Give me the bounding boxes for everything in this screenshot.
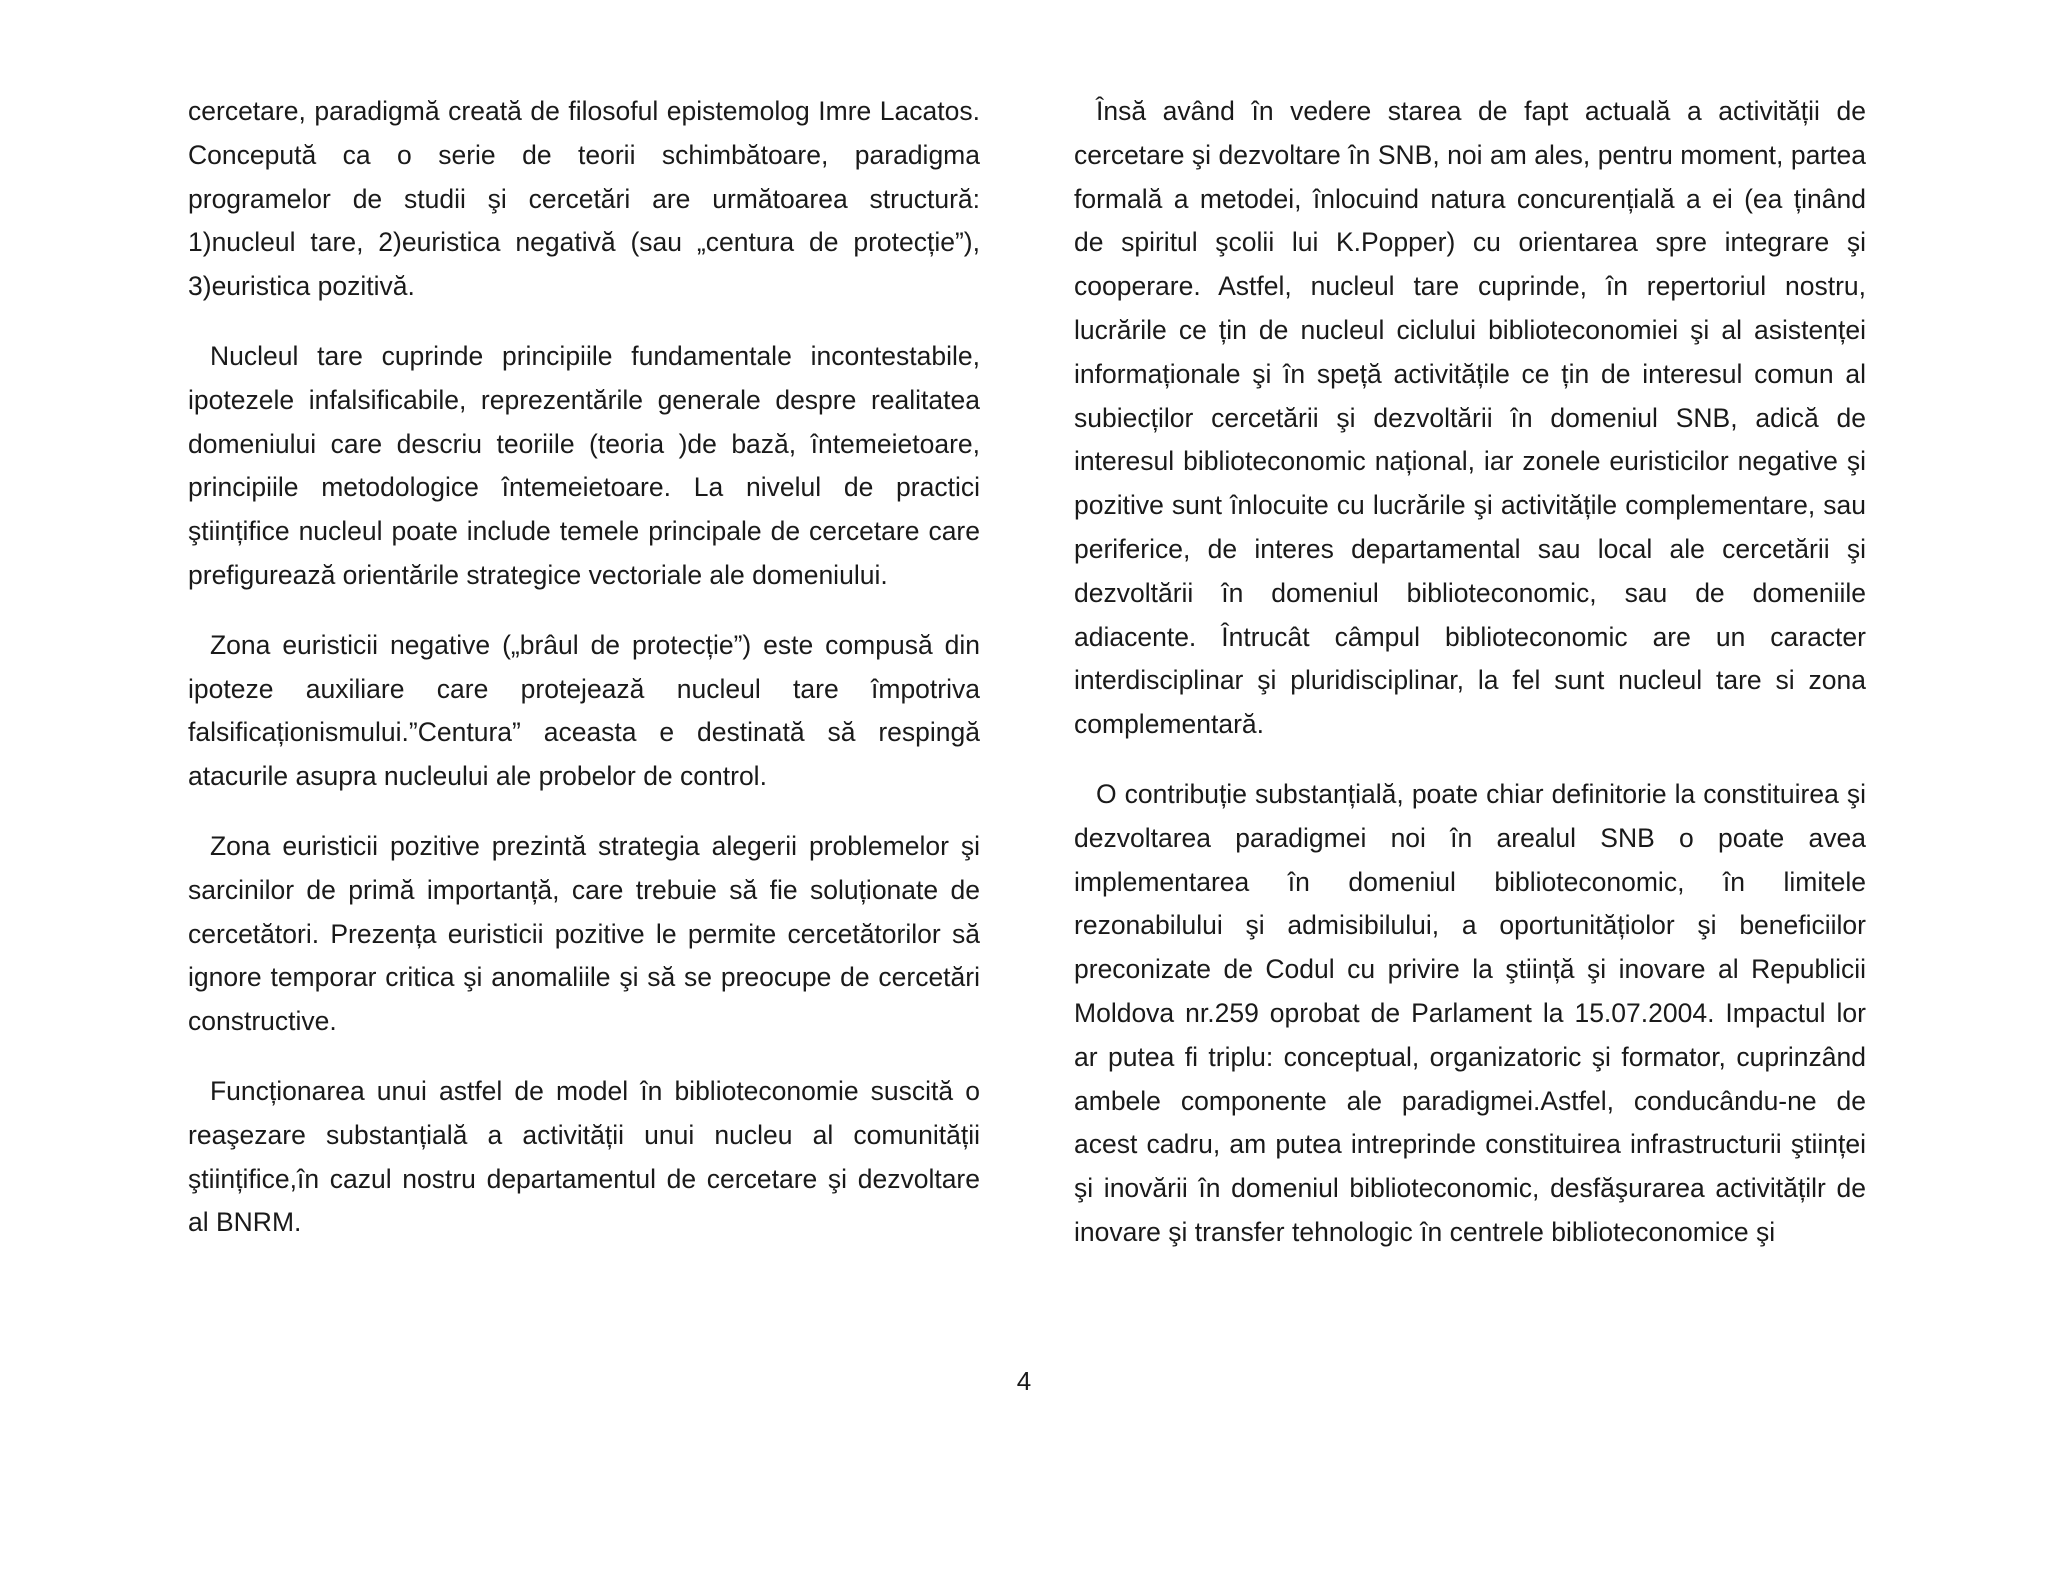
paragraph-positive-heuristic: Zona euristicii pozitive prezintă strategia alegerii problemelor şi sarcinilor de primă importanță, care trebuie să fie soluționate de cercetători. Prezența euristicii pozitive le permite cercetătorilor să ignore temporar critica şi anomaliile şi să se preocupe de cercetări constructive.: [188, 830, 980, 1037]
right-text-column: [1074, 90, 1866, 1281]
paragraph-hard-core: Nucleul tare cuprinde principiile fundamentale incontestabile, ipotezele infalsificabile, reprezentările generale despre realitatea domeniului care descriu teoriile (teoria )de bază, întemeietoare, principiile metodologice întemeietoare. La nivelul de practici ştiințifice nucleul poate include temele principale de cercetare care prefigurează orientările strategice vectoriale ale domeniului.: [188, 340, 980, 590]
paragraph-negative-heuristic: Zona euristicii negative („brâul de protecție”) este compusă din ipoteze auxiliare care protejează nucleul tare împotriva falsificaționismului.”Centura” aceasta e destinată să respingă atacurile asupra nucleului ale probelor de control.: [188, 629, 980, 792]
paragraph-lakatos-paradigm: cercetare, paradigmă creată de filosoful epistemolog Imre Lacatos. Concepută ca o serie de teorii schimbătoare, paradigma programelor de studii şi cercetări are următoarea structură: 1)nucleul tare, 2)euristica negativă (sau „centura de protecție”), 3)euristica pozitivă.: [188, 96, 980, 302]
paragraph-current-state: Însă având în vedere starea de fapt actuală a activității de cercetare şi dezvoltare în SNB, noi am ales, pentru moment, partea formală a metodei, înlocuind natura concurențială a ei (ea ținând de spiritul şcolii lui K.Popper) cu orientarea spre integrare şi cooperare. Astfel, nucleul tare cuprinde, în repertoriul nostru, lucrările ce țin de nucleul ciclului biblioteconomiei şi al asistenței informaționale şi în speță activitățile ce țin de interesul comun al subiecților cercetării şi dezvoltării în domeniul SNB, adică de interesul biblioteconomic național, iar zonele euristicilor negative şi pozitive sunt înlocuite cu lucrările şi activitățile complementare, sau periferice, de interes departamental sau local ale cercetării şi dezvoltării în domeniul biblioteconomic, sau de domeniile adiacente. Întrucât câmpul biblioteconomic are un caracter interdisciplinar şi pluridisciplinar, la fel sunt nucleul tare si zona complementară.: [1074, 96, 1866, 740]
paragraph-substantial-contribution: O contribuție substanțială, poate chiar definitorie la constituirea şi dezvoltarea paradigmei noi în arealul SNB o poate avea implementarea în domeniul biblioteconomic, în limitele rezonabilului şi admisibilului, a oportunitățiolor şi beneficiilor preconizate de Codul cu privire la ştiință şi inovare al Republicii Moldova nr.259 oprobat de Parlament la 15.07.2004. Impactul lor ar putea fi triplu: conceptual, organizatoric şi formator, cuprinzând ambele componente ale paradigmei.Astfel, conducându-ne de acest cadru, am putea intreprinde constituirea infrastructurii ştiinței şi inovării în domeniul biblioteconomic, desfăşurarea activitățilr de inovare şi transfer tehnologic în centrele biblioteconomice şi: [1074, 778, 1866, 1247]
left-text-column: [188, 90, 980, 1271]
page-number: 4: [1016, 1366, 1032, 1396]
paragraph-model-functioning: Funcționarea unui astfel de model în biblioteconomie suscită o reaşezare substanțială a activității unui nucleu al comunității ştiințifice,în cazul nostru departamentul de cercetare şi dezvoltare al BNRM.: [188, 1075, 980, 1238]
